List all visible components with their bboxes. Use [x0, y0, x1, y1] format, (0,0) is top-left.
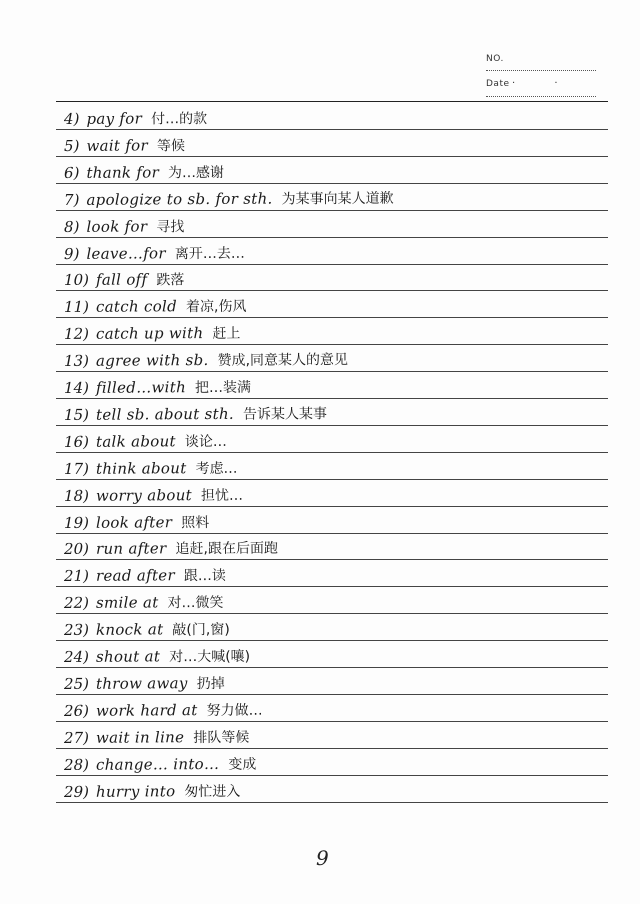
english-phrase: leave…for: [86, 243, 166, 263]
entry-number: 22): [63, 594, 90, 613]
english-phrase: change… into…: [95, 754, 220, 774]
entry-number: 26): [63, 701, 90, 720]
phrase-entry: [64, 347, 348, 373]
phrase-entry: [64, 240, 245, 265]
phrase-entry: [64, 617, 230, 642]
english-phrase: wait for: [86, 136, 148, 155]
english-phrase: look after: [95, 512, 173, 532]
entry-number: 13): [63, 351, 90, 371]
english-phrase: work hard at: [95, 700, 198, 720]
english-phrase: pay for: [86, 109, 143, 128]
header-date-label: Date: [486, 79, 510, 89]
english-phrase: catch up with: [95, 324, 204, 343]
chinese-meaning: 排队等候: [193, 729, 250, 746]
chinese-meaning: 为某事向某人道歉: [281, 190, 394, 208]
entry-number: 6): [63, 163, 80, 182]
chinese-meaning: 照料: [181, 514, 210, 531]
entry-number: 18): [63, 486, 90, 505]
chinese-meaning: 匆忙进入: [184, 783, 241, 800]
header-no-line: [486, 70, 596, 71]
english-phrase: filled…with: [95, 378, 187, 397]
english-phrase: catch cold: [95, 297, 178, 317]
phrase-entry: [64, 268, 185, 293]
chinese-meaning: 对…大喊(嚷): [169, 648, 251, 666]
phrase-entry: [64, 294, 247, 319]
header-date-dots: · ·: [512, 78, 576, 89]
english-phrase: smile at: [95, 593, 159, 612]
english-phrase: read after: [95, 566, 175, 586]
chinese-meaning: 考虑…: [195, 460, 238, 477]
entry-number: 4): [63, 109, 80, 128]
page-number: 9: [316, 846, 329, 870]
phrase-entry: [64, 590, 224, 615]
chinese-meaning: 跟…读: [183, 568, 226, 585]
entry-number: 20): [63, 540, 90, 559]
chinese-meaning: 扔掉: [196, 675, 225, 692]
chinese-meaning: 把…装满: [194, 379, 252, 397]
english-phrase: apologize to sb. for sth.: [86, 189, 273, 209]
chinese-meaning: 寻找: [156, 218, 185, 235]
entry-number: 16): [63, 432, 90, 451]
phrase-entry: [64, 401, 327, 427]
phrase-entry: [64, 671, 225, 696]
entry-number: 28): [63, 755, 90, 774]
english-phrase: throw away: [95, 674, 188, 693]
entry-number: 19): [63, 513, 90, 532]
entry-number: 9): [63, 244, 80, 263]
header-no-label: NO.: [486, 54, 504, 64]
entry-number: 24): [63, 647, 90, 666]
phrase-entry: [64, 133, 185, 158]
entry-number: 10): [63, 271, 90, 290]
english-phrase: talk about: [95, 432, 176, 451]
english-phrase: agree with sb.: [95, 351, 209, 370]
entry-number: 7): [63, 190, 80, 209]
entry-number: 12): [63, 325, 90, 344]
phrase-entry: [64, 724, 249, 749]
english-phrase: worry about: [95, 485, 193, 505]
chinese-meaning: 离开…去…: [174, 245, 245, 262]
english-phrase: think about: [95, 458, 187, 478]
top-rule: [56, 101, 608, 102]
entry-number: 25): [63, 674, 90, 693]
phrase-entry: [64, 697, 263, 722]
entry-number: 17): [63, 459, 90, 478]
chinese-meaning: 为…感谢: [167, 164, 225, 182]
entry-number: 23): [63, 620, 90, 640]
english-phrase: fall off: [95, 270, 148, 290]
chinese-meaning: 着凉,伤风: [185, 299, 247, 316]
phrase-entry: [64, 751, 256, 776]
phrase-entry: [64, 375, 251, 400]
english-phrase: hurry into: [95, 781, 176, 801]
phrase-entry: [64, 482, 243, 507]
entry-number: 14): [63, 378, 90, 397]
english-phrase: run after: [95, 539, 167, 559]
english-phrase: wait in line: [95, 727, 185, 747]
entry-number: 29): [63, 782, 90, 801]
phrase-entry: [64, 536, 278, 561]
chinese-meaning: 对…微笑: [167, 595, 224, 612]
english-phrase: thank for: [86, 163, 160, 182]
chinese-meaning: 追赶,跟在后面跑: [175, 540, 278, 558]
phrase-entry: [64, 429, 227, 454]
entry-number: 8): [63, 217, 80, 236]
entry-number: 15): [63, 405, 90, 424]
english-phrase: look for: [86, 217, 148, 236]
entry-number: 27): [63, 728, 90, 747]
chinese-meaning: 敲(门,窗): [172, 621, 230, 639]
chinese-meaning: 变成: [228, 756, 257, 773]
english-phrase: knock at: [95, 620, 164, 639]
phrase-entry: [64, 644, 250, 669]
header-date-line: [486, 96, 596, 97]
entry-number: 21): [63, 567, 90, 586]
chinese-meaning: 努力做…: [206, 702, 263, 719]
phrase-entry: [64, 106, 207, 131]
chinese-meaning: 担忧…: [200, 487, 244, 504]
phrase-entry: [64, 455, 238, 480]
phrase-entry: [64, 563, 226, 588]
english-phrase: shout at: [95, 647, 161, 666]
chinese-meaning: 赶上: [212, 325, 241, 343]
phrase-entry: [64, 185, 394, 211]
phrase-entry: [64, 509, 209, 534]
phrase-entry: [64, 160, 224, 185]
chinese-meaning: 等候: [156, 138, 185, 155]
phrase-entry: [64, 321, 241, 346]
chinese-meaning: 谈论…: [184, 433, 227, 450]
phrase-entry: [64, 214, 184, 239]
chinese-meaning: 付…的款: [150, 111, 208, 128]
chinese-meaning: 跌落: [156, 272, 185, 289]
english-phrase: tell sb. about sth.: [95, 404, 235, 424]
chinese-meaning: 告诉某人某事: [242, 406, 328, 423]
phrase-entry: [64, 778, 241, 803]
entry-number: 11): [63, 298, 90, 317]
entry-number: 5): [63, 136, 80, 155]
chinese-meaning: 赞成,同意某人的意见: [217, 352, 349, 370]
